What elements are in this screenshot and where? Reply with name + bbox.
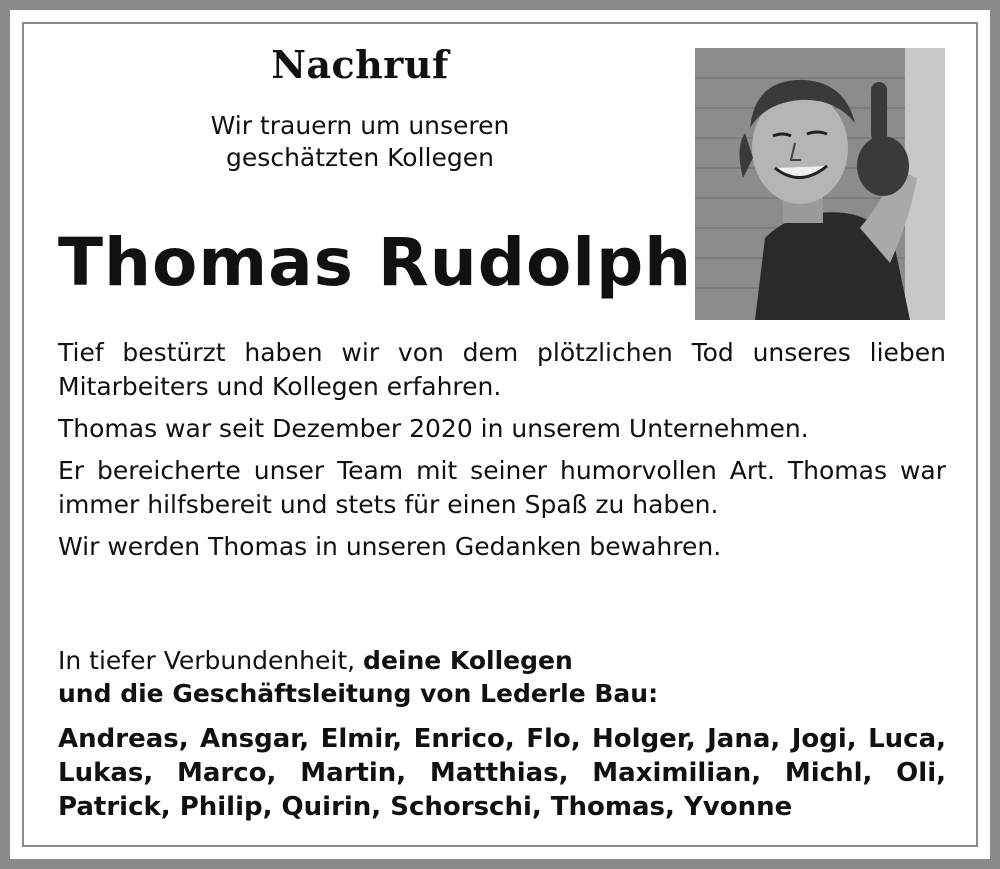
intro-line-1: Wir trauern um unseren: [210, 111, 510, 140]
closing-bold-line-1: deine Kollegen: [363, 646, 573, 675]
portrait-photo-illustration: [695, 48, 945, 320]
closing-prefix: In tiefer Verbundenheit,: [58, 646, 364, 675]
paragraph-4: Wir werden Thomas in unseren Gedanken bewahren.: [58, 532, 722, 561]
paragraph-1: Tief bestürzt haben wir von dem plötzlichen Tod unseres lieben Mitarbeiters und Kollegen erfahren.: [58, 338, 946, 401]
page-title: Nachruf: [271, 42, 449, 87]
closing-bold-line-2: und die Geschäftsleitung von Lederle Bau:: [58, 679, 659, 708]
obituary-text: [58, 336, 946, 572]
paragraph-3: Er bereicherte unser Team mit seiner humorvollen Art. Thomas war immer hilfsbereit und stets für einen Spaß zu haben.: [58, 456, 946, 519]
intro-text: [40, 110, 680, 174]
intro-line-2: geschätzten Kollegen: [226, 143, 494, 172]
paragraph-2: Thomas war seit Dezember 2020 in unserem Unternehmen.: [58, 414, 809, 443]
header-block: [40, 40, 680, 174]
deceased-name: Thomas Rudolph: [58, 224, 693, 301]
signatories-list: Andreas, Ansgar, Elmir, Enrico, Flo, Holger, Jana, Jogi, Luca, Lukas, Marco, Martin, Matthias, Maximilian, Michl, Oli, Patrick, Philip, Quirin, Schorschi, Thomas, Yvonne: [58, 724, 946, 822]
closing-text: [58, 644, 946, 710]
portrait-photo: [695, 48, 945, 320]
